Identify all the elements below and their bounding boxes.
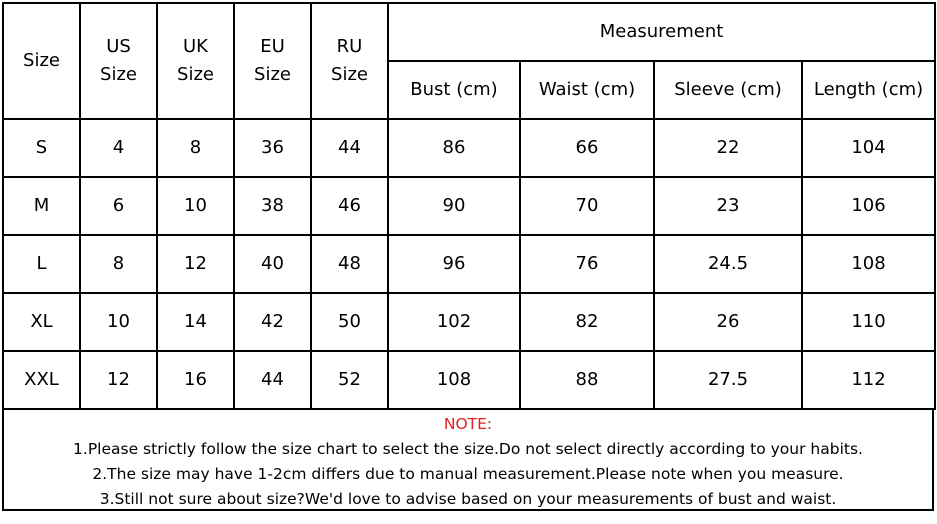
- cell-length: 108: [802, 235, 935, 293]
- cell-eu: 36: [234, 119, 311, 177]
- cell-us: 10: [80, 293, 157, 351]
- note-box: [2, 410, 934, 511]
- cell-bust: 108: [388, 351, 520, 409]
- header-bust: Bust (cm): [388, 61, 520, 119]
- cell-sleeve: 24.5: [654, 235, 802, 293]
- table-row: [3, 177, 935, 235]
- cell-sleeve: 22: [654, 119, 802, 177]
- cell-uk: 16: [157, 351, 234, 409]
- header-size: Size: [3, 3, 80, 119]
- cell-size: XXL: [3, 351, 80, 409]
- cell-ru: 48: [311, 235, 388, 293]
- cell-eu: 42: [234, 293, 311, 351]
- cell-size: M: [3, 177, 80, 235]
- cell-us: 12: [80, 351, 157, 409]
- cell-length: 104: [802, 119, 935, 177]
- table-row: [3, 119, 935, 177]
- cell-waist: 88: [520, 351, 654, 409]
- cell-size: L: [3, 235, 80, 293]
- table-row: [3, 293, 935, 351]
- cell-bust: 102: [388, 293, 520, 351]
- cell-waist: 76: [520, 235, 654, 293]
- cell-ru: 50: [311, 293, 388, 351]
- cell-sleeve: 27.5: [654, 351, 802, 409]
- note-title: NOTE:: [443, 415, 493, 433]
- cell-ru: 44: [311, 119, 388, 177]
- table-row: [3, 351, 935, 409]
- cell-us: 8: [80, 235, 157, 293]
- note-line-3: 3.Still not sure about size?We'd love to advise based on your measurements of bust and waist.: [99, 490, 837, 508]
- header-eu-size: EU Size: [234, 3, 311, 119]
- cell-eu: 38: [234, 177, 311, 235]
- cell-ru: 46: [311, 177, 388, 235]
- cell-eu: 44: [234, 351, 311, 409]
- cell-bust: 90: [388, 177, 520, 235]
- header-length: Length (cm): [802, 61, 935, 119]
- cell-waist: 82: [520, 293, 654, 351]
- cell-uk: 12: [157, 235, 234, 293]
- cell-bust: 96: [388, 235, 520, 293]
- cell-sleeve: 23: [654, 177, 802, 235]
- cell-bust: 86: [388, 119, 520, 177]
- cell-length: 110: [802, 293, 935, 351]
- size-table: [2, 2, 936, 410]
- header-row-top: [3, 3, 935, 61]
- cell-uk: 10: [157, 177, 234, 235]
- note-line-2: 2.The size may have 1-2cm differs due to manual measurement.Please note when you measure.: [92, 465, 844, 483]
- cell-us: 4: [80, 119, 157, 177]
- cell-sleeve: 26: [654, 293, 802, 351]
- cell-us: 6: [80, 177, 157, 235]
- note-line-1: 1.Please strictly follow the size chart to select the size.Do not select directly according to your habits.: [73, 440, 863, 458]
- header-us-size: US Size: [80, 3, 157, 119]
- cell-waist: 66: [520, 119, 654, 177]
- cell-eu: 40: [234, 235, 311, 293]
- cell-size: S: [3, 119, 80, 177]
- header-ru-size: RU Size: [311, 3, 388, 119]
- cell-uk: 8: [157, 119, 234, 177]
- cell-ru: 52: [311, 351, 388, 409]
- header-sleeve: Sleeve (cm): [654, 61, 802, 119]
- cell-size: XL: [3, 293, 80, 351]
- size-chart: [2, 2, 934, 521]
- cell-length: 112: [802, 351, 935, 409]
- cell-length: 106: [802, 177, 935, 235]
- header-waist: Waist (cm): [520, 61, 654, 119]
- cell-uk: 14: [157, 293, 234, 351]
- table-row: [3, 235, 935, 293]
- cell-waist: 70: [520, 177, 654, 235]
- header-measurement: Measurement: [388, 3, 935, 61]
- header-uk-size: UK Size: [157, 3, 234, 119]
